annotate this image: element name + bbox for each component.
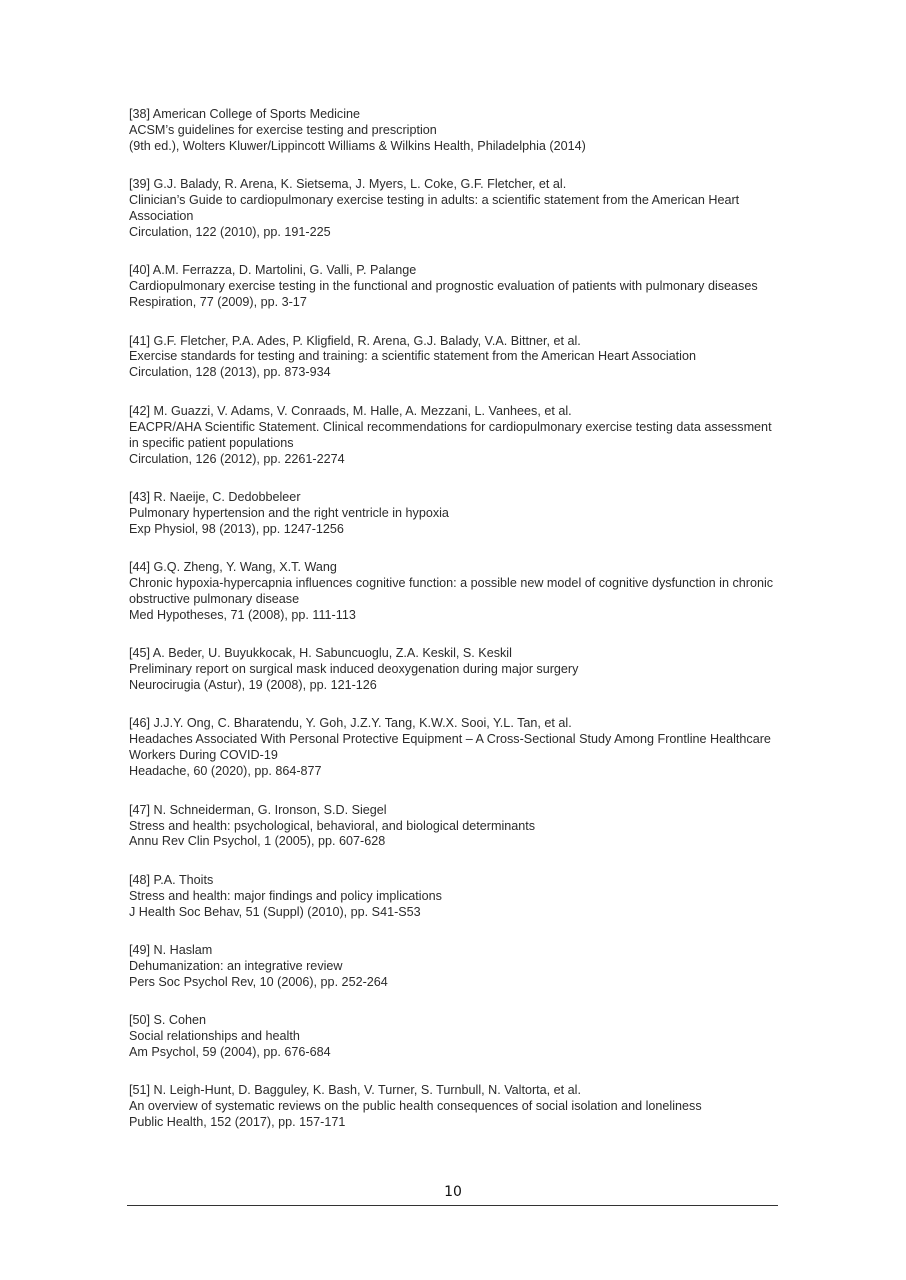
reference-title: Pulmonary hypertension and the right ventricle in hypoxia — [129, 505, 449, 520]
reference-title: An overview of systematic reviews on the public health consequences of social isolation and loneliness — [129, 1099, 702, 1114]
reference-source: (9th ed.), Wolters Kluwer/Lippincott Williams & Wilkins Health, Philadelphia (2014) — [129, 138, 586, 153]
reference-title: ACSM’s guidelines for exercise testing and prescription — [129, 122, 437, 137]
reference-51 — [129, 1083, 779, 1131]
reference-source: Pers Soc Psychol Rev, 10 (2006), pp. 252-264 — [129, 974, 388, 989]
reference-42 — [129, 404, 779, 468]
reference-source: Circulation, 128 (2013), pp. 873-934 — [129, 365, 331, 380]
reference-46 — [129, 716, 779, 780]
reference-title: Dehumanization: an integrative review — [129, 958, 343, 973]
reference-title: Preliminary report on surgical mask induced deoxygenation during major surgery — [129, 662, 579, 677]
reference-48 — [129, 873, 779, 921]
reference-source: Headache, 60 (2020), pp. 864-877 — [129, 764, 322, 779]
reference-source: Exp Physiol, 98 (2013), pp. 1247-1256 — [129, 521, 344, 536]
reference-authors: [38] American College of Sports Medicine — [129, 107, 361, 121]
reference-source: Circulation, 122 (2010), pp. 191-225 — [129, 224, 331, 239]
reference-title: Stress and health: psychological, behavioral, and biological determinants — [129, 818, 536, 833]
reference-title: EACPR/AHA Scientific Statement. Clinical recommendations for cardiopulmonary exercise testing data assessment in specific patient populations — [129, 419, 772, 450]
reference-authors: [41] G.F. Fletcher, P.A. Ades, P. Kligfield, R. Arena, G.J. Balady, V.A. Bittner, et al. — [129, 333, 581, 348]
reference-43 — [129, 490, 779, 538]
reference-45 — [129, 646, 779, 694]
reference-list — [129, 107, 779, 1154]
reference-source: Annu Rev Clin Psychol, 1 (2005), pp. 607-628 — [129, 834, 386, 849]
reference-source: Med Hypotheses, 71 (2008), pp. 111-113 — [129, 607, 356, 622]
reference-title: Headaches Associated With Personal Protective Equipment – A Cross-Sectional Study Among Frontline Healthcare Workers During COVID-19 — [129, 732, 771, 763]
reference-39 — [129, 177, 779, 241]
reference-title: Clinician’s Guide to cardiopulmonary exercise testing in adults: a scientific statement from the American Heart Association — [129, 193, 740, 224]
reference-authors: [43] R. Naeije, C. Dedobbeleer — [129, 489, 301, 504]
reference-authors: [51] N. Leigh-Hunt, D. Bagguley, K. Bash, V. Turner, S. Turnbull, N. Valtorta, et al. — [129, 1083, 581, 1098]
page-number: 10 — [444, 1184, 462, 1200]
reference-authors: [50] S. Cohen — [129, 1013, 207, 1028]
reference-40 — [129, 263, 779, 311]
reference-title: Social relationships and health — [129, 1029, 300, 1044]
reference-source: Circulation, 126 (2012), pp. 2261-2274 — [129, 451, 345, 466]
reference-38 — [129, 107, 779, 155]
reference-47 — [129, 803, 779, 851]
reference-authors: [46] J.J.Y. Ong, C. Bharatendu, Y. Goh, J.Z.Y. Tang, K.W.X. Sooi, Y.L. Tan, et al. — [129, 716, 572, 731]
footer-divider — [127, 1205, 778, 1206]
reference-source: Public Health, 152 (2017), pp. 157-171 — [129, 1115, 346, 1130]
reference-authors: [44] G.Q. Zheng, Y. Wang, X.T. Wang — [129, 560, 337, 575]
reference-authors: [45] A. Beder, U. Buyukkocak, H. Sabuncuoglu, Z.A. Keskil, S. Keskil — [129, 646, 512, 661]
reference-41 — [129, 334, 779, 382]
reference-authors: [48] P.A. Thoits — [129, 872, 214, 887]
reference-44 — [129, 560, 779, 624]
reference-authors: [47] N. Schneiderman, G. Ironson, S.D. Siegel — [129, 802, 387, 817]
reference-source: J Health Soc Behav, 51 (Suppl) (2010), pp. S41-S53 — [129, 904, 421, 919]
reference-source: Am Psychol, 59 (2004), pp. 676-684 — [129, 1045, 331, 1060]
reference-title: Exercise standards for testing and training: a scientific statement from the American Heart Association — [129, 349, 696, 364]
reference-authors: [49] N. Haslam — [129, 943, 213, 958]
reference-authors: [42] M. Guazzi, V. Adams, V. Conraads, M. Halle, A. Mezzani, L. Vanhees, et al. — [129, 403, 572, 418]
reference-50 — [129, 1013, 779, 1061]
reference-authors: [40] A.M. Ferrazza, D. Martolini, G. Valli, P. Palange — [129, 263, 417, 278]
reference-authors: [39] G.J. Balady, R. Arena, K. Sietsema, J. Myers, L. Coke, G.F. Fletcher, et al. — [129, 177, 567, 192]
reference-source: Respiration, 77 (2009), pp. 3-17 — [129, 295, 307, 310]
reference-49 — [129, 943, 779, 991]
reference-source: Neurocirugia (Astur), 19 (2008), pp. 121-126 — [129, 678, 377, 693]
reference-title: Stress and health: major findings and policy implications — [129, 888, 442, 903]
reference-title: Chronic hypoxia-hypercapnia influences cognitive function: a possible new model of cognitive dysfunction in chronic obstructive pulmonary disease — [129, 576, 774, 606]
reference-title: Cardiopulmonary exercise testing in the functional and prognostic evaluation of patients with pulmonary diseases — [129, 279, 758, 294]
